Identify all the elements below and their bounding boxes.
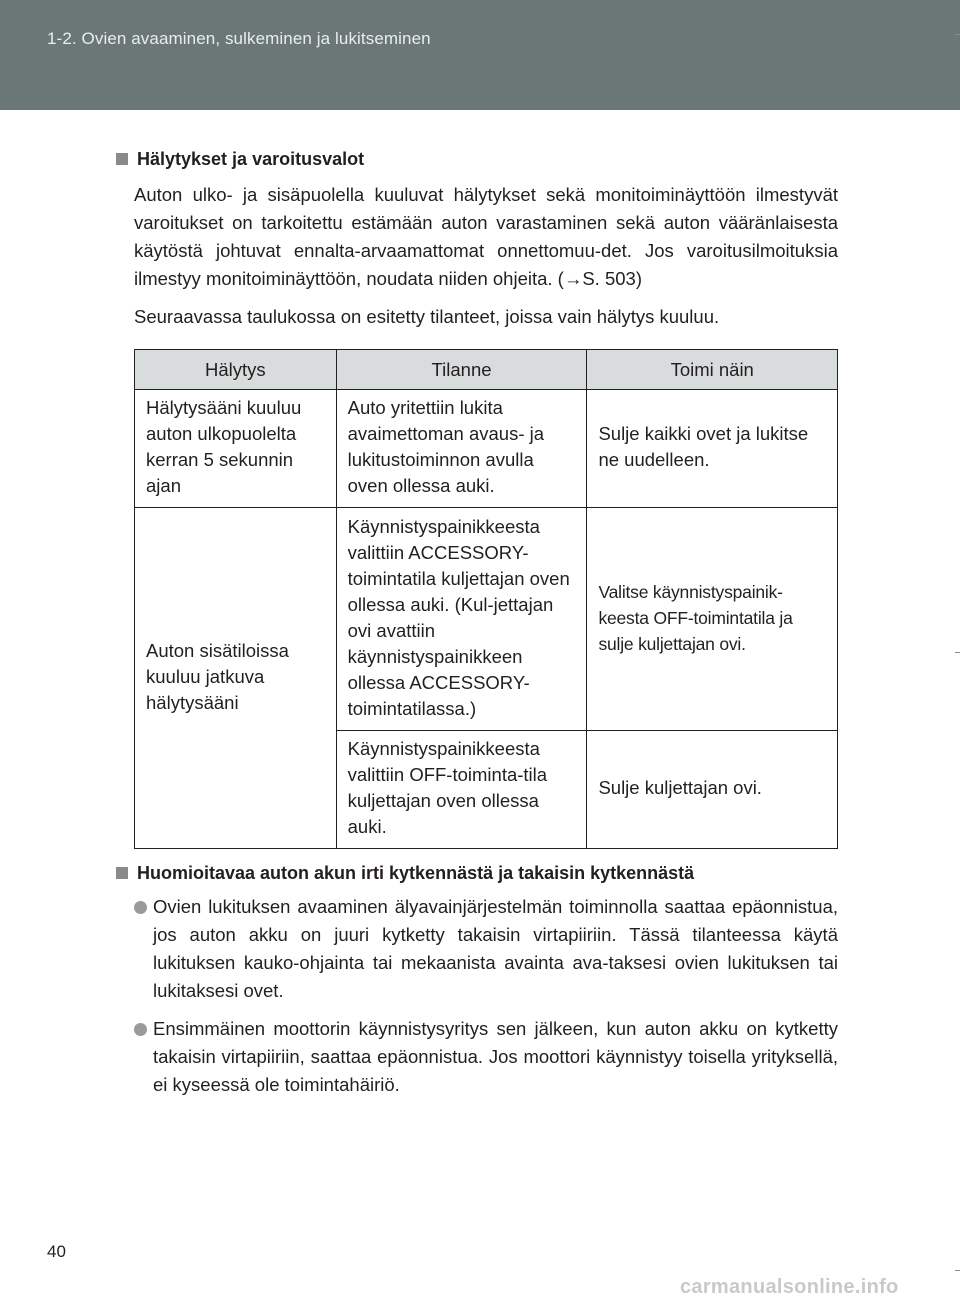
crop-mark-top <box>955 34 960 35</box>
intro-paragraph: Auton ulko- ja sisäpuolella kuuluvat hälytykset sekä monitoiminäyttöön ilmestyvät varoitukset on tarkoitettu estämään auton varastaminen sekä auton vääränlaisesta käytöstä johtuvat ennalta-arvaamattomat onnettomuu-det. Jos varoitusilmoituksia ilmestyy monitoiminäyttöön, noudata niiden ohjeita. (→S. 503) <box>134 184 838 289</box>
table-cell-action: Sulje kaikki ovet ja lukitse ne uudelleen. <box>587 390 838 508</box>
table-cell-action: Sulje kuljettajan ovi. <box>587 731 838 849</box>
page-number: 40 <box>47 1242 66 1261</box>
list-item-text: Ovien lukituksen avaaminen älyavainjärjestelmän toiminnolla saattaa epäonnistua, jos auton akku on juuri kytketty takaisin virtapiiriin. Tässä tilanteessa käytä lukituksen kauko-ohjainta tai mekaanista avainta ava-taksesi ovien lukituksen tai lukitaksesi ovet. <box>153 896 838 1001</box>
square-bullet-icon <box>116 153 128 165</box>
list-item <box>132 893 838 1005</box>
round-bullet-icon <box>134 901 147 914</box>
table-cell-alarm: Hälytysääni kuuluu auton ulkopuolelta kerran 5 sekunnin ajan <box>135 390 337 508</box>
list-item <box>132 1015 838 1099</box>
page-content <box>112 145 838 1099</box>
table-header-situation: Tilanne <box>336 350 587 390</box>
watermark-text: carmanualsonline.info <box>680 1276 899 1298</box>
section-title: 1-2. Ovien avaaminen, sulkeminen ja lukitseminen <box>47 29 431 48</box>
table-intro-paragraph: Seuraavassa taulukossa on esitetty tilanteet, joissa vain hälytys kuuluu. <box>134 306 720 327</box>
crop-mark-middle <box>955 652 960 653</box>
table-row <box>135 508 838 731</box>
section-heading-battery <box>112 859 838 887</box>
crop-mark-bottom <box>955 1270 960 1271</box>
table-cell-situation: Auto yritettiin lukita avaimettoman avaus- ja lukitustoiminnon avulla oven ollessa auki. <box>336 390 587 508</box>
alarm-table <box>134 349 838 849</box>
table-header-alarm: Hälytys <box>135 350 337 390</box>
table-header-row <box>135 350 838 390</box>
table-cell-alarm: Auton sisätiloissa kuuluu jatkuva hälytysääni <box>135 508 337 849</box>
table-header-action: Toimi näin <box>587 350 838 390</box>
table-cell-action: Valitse käynnistyspainik-keesta OFF-toimintatila ja sulje kuljettajan ovi. <box>587 508 838 731</box>
section-heading-text: Hälytykset ja varoitusvalot <box>137 149 365 169</box>
square-bullet-icon <box>116 867 128 879</box>
header-band <box>0 0 960 110</box>
table-cell-situation: Käynnistyspainikkeesta valittiin ACCESSORY-toimintatila kuljettajan oven ollessa auki. (Kul-jettajan ovi avattiin käynnistyspainikkeen ollessa ACCESSORY-toimintatilassa.) <box>336 508 587 731</box>
table-row <box>135 390 838 508</box>
table-cell-situation: Käynnistyspainikkeesta valittiin OFF-toiminta-tila kuljettajan oven ollessa auki. <box>336 731 587 849</box>
section-heading-alarms <box>112 145 838 173</box>
section-heading-text: Huomioitavaa auton akun irti kytkennästä ja takaisin kytkennästä <box>137 863 695 883</box>
list-item-text: Ensimmäinen moottorin käynnistysyritys sen jälkeen, kun auton akku on kytketty takaisin virtapiiriin, saattaa epäonnistua. Jos moottori käynnistyy toisella yrityksellä, ei kyseessä ole toimintahäiriö. <box>153 1018 838 1095</box>
round-bullet-icon <box>134 1023 147 1036</box>
